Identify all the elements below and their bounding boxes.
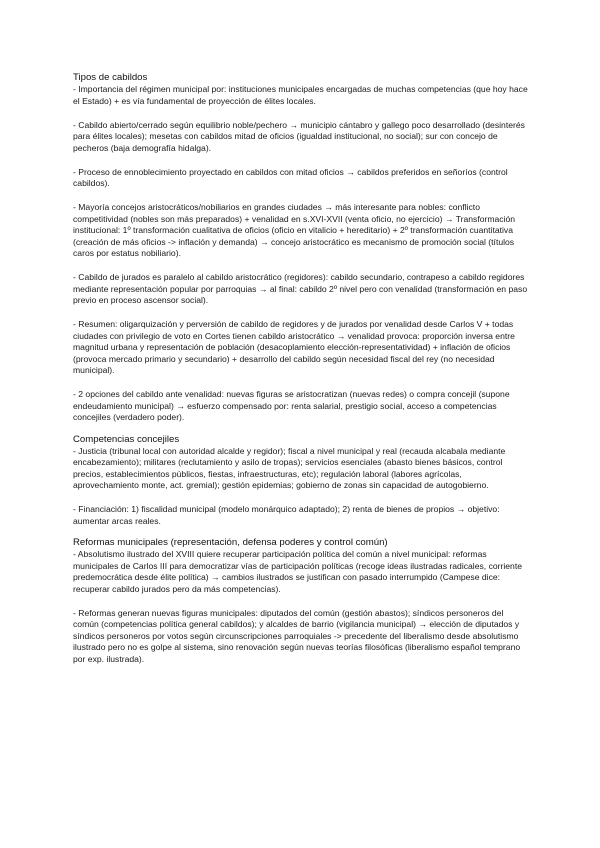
- paragraph: - Resumen: oligarquización y perversión de cabildo de regidores y de jurados por venalidad desde Carlos V + todas ciudades con privilegio de voto en Cortes tienen cabildo aristocrático → venalidad provoca: proporción inversa entre magnitud urbana y representación de población (desacoplamiento elección-representatividad) + inflación de oficios (provoca mercado primario y secundario) + desarrollo del cabildo según necesidad fiscal del rey (no necesidad municipal).: [73, 319, 515, 375]
- paragraph: - Cabildo abierto/cerrado según equilibrio noble/pechero → municipio cántabro y gallego poco desarrollado (desinterés para élites locales); mesetas con cabildos mitad de oficios (igualdad institucional, no social); sur con concejo de pecheros (baja demografía hidalga).: [73, 119, 525, 153]
- paragraph: - Cabildo de jurados es paralelo al cabildo aristocrático (regidores): cabildo secundario, contrapeso a cabildo regidores mediante representación popular por parroquias → al final: cabildo 2º nivel pero con venalidad (transformación en paso previo en proceso ascensor social).: [73, 272, 528, 305]
- paragraph: - Justicia (tribunal local con autoridad alcalde y regidor); fiscal a nivel municipal y real (recauda alcabala mediante encabezamiento); militares (reclutamiento y asilo de tropas); servicios esenciales (abasto bienes básicos, control precios, establecimientos públicos, fiestas, infraestructuras, etc); regulación laboral (labores agrícolas, aprovechamiento monte, act. gremial); gestión epidemias; gobierno de zonas sin capacidad de autogobierno.: [73, 445, 506, 490]
- section-heading: Reformas municipales (representación, defensa poderes y control común): [73, 537, 388, 548]
- section-competencias-concejiles: [73, 434, 528, 528]
- section-reformas-municipales: [73, 537, 528, 665]
- paragraph: - Proceso de ennoblecimiento proyectado en cabildos con mitad oficios → cabildos preferidos en señoríos (control cabildos).: [73, 166, 508, 188]
- document-page: [73, 72, 528, 665]
- paragraph: - Absolutismo ilustrado del XVIII quiere recuperar participación política del común a nivel municipal: reformas municipales de Carlos III para democratizar vías de participación políticas (recoge ideas ilustradas radicales, corriente predemocrática desde élite política) → cambios ilustrados se justifican con pasado interrumpido (Campese dice: recuperar cabildo jurados pero da más competencias).: [73, 549, 522, 594]
- section-heading: Competencias concejiles: [73, 433, 180, 445]
- paragraph: - Financiación: 1) fiscalidad municipal (modelo monárquico adaptado); 2) renta de bienes de propios → objetivo: aumentar arcas reales.: [73, 504, 500, 526]
- section-heading: Tipos de cabildos: [73, 72, 148, 83]
- section-tipos-de-cabildos: [73, 72, 528, 424]
- paragraph: - Reformas generan nuevas figuras municipales: diputados del común (gestión abastos); síndicos personeros del común (competencias política general cabildos); y alcaldes de barrio (vigilancia municipal) → elección de diputados y síndicos personeros por votos según circunscripciones parroquiales -> precedente del liberalismo desde absolutismo ilustrado pero no es golpe al sistema, sino renovación según nuevas teorías filosóficas (liberalismo español temprano por exp. ilustrada).: [73, 607, 521, 664]
- paragraph: - Mayoría concejos aristocráticos/nobiliarios en grandes ciudades → más interesante para nobles: conflicto competitividad (nobles son más preparados) + venalidad en s.XVI-XVII (venta oficio, no ejercicio) → Transformación institucional: 1º transformación cualitativa de oficios (oficio en vitalicio + hereditario) + 2º transformación cuantitativa (creación de más oficios -> inflación y demanda) → concejo aristocrático es mecanismo de promoción social (títulos caros por estatus nobiliario).: [73, 202, 516, 258]
- paragraph: - Importancia del régimen municipal por: instituciones municipales encargadas de muchas competencias (que hoy hace el Estado) + es vía fundamental de proyección de élites locales.: [73, 84, 528, 106]
- paragraph: - 2 opciones del cabildo ante venalidad: nuevas figuras se aristocratizan (nuevas redes) o compra concejil (supone endeudamiento municipal) → esfuerzo compensado por: renta salarial, prestigio social, acceso a competencias concejiles (verdadero poder).: [73, 389, 510, 422]
